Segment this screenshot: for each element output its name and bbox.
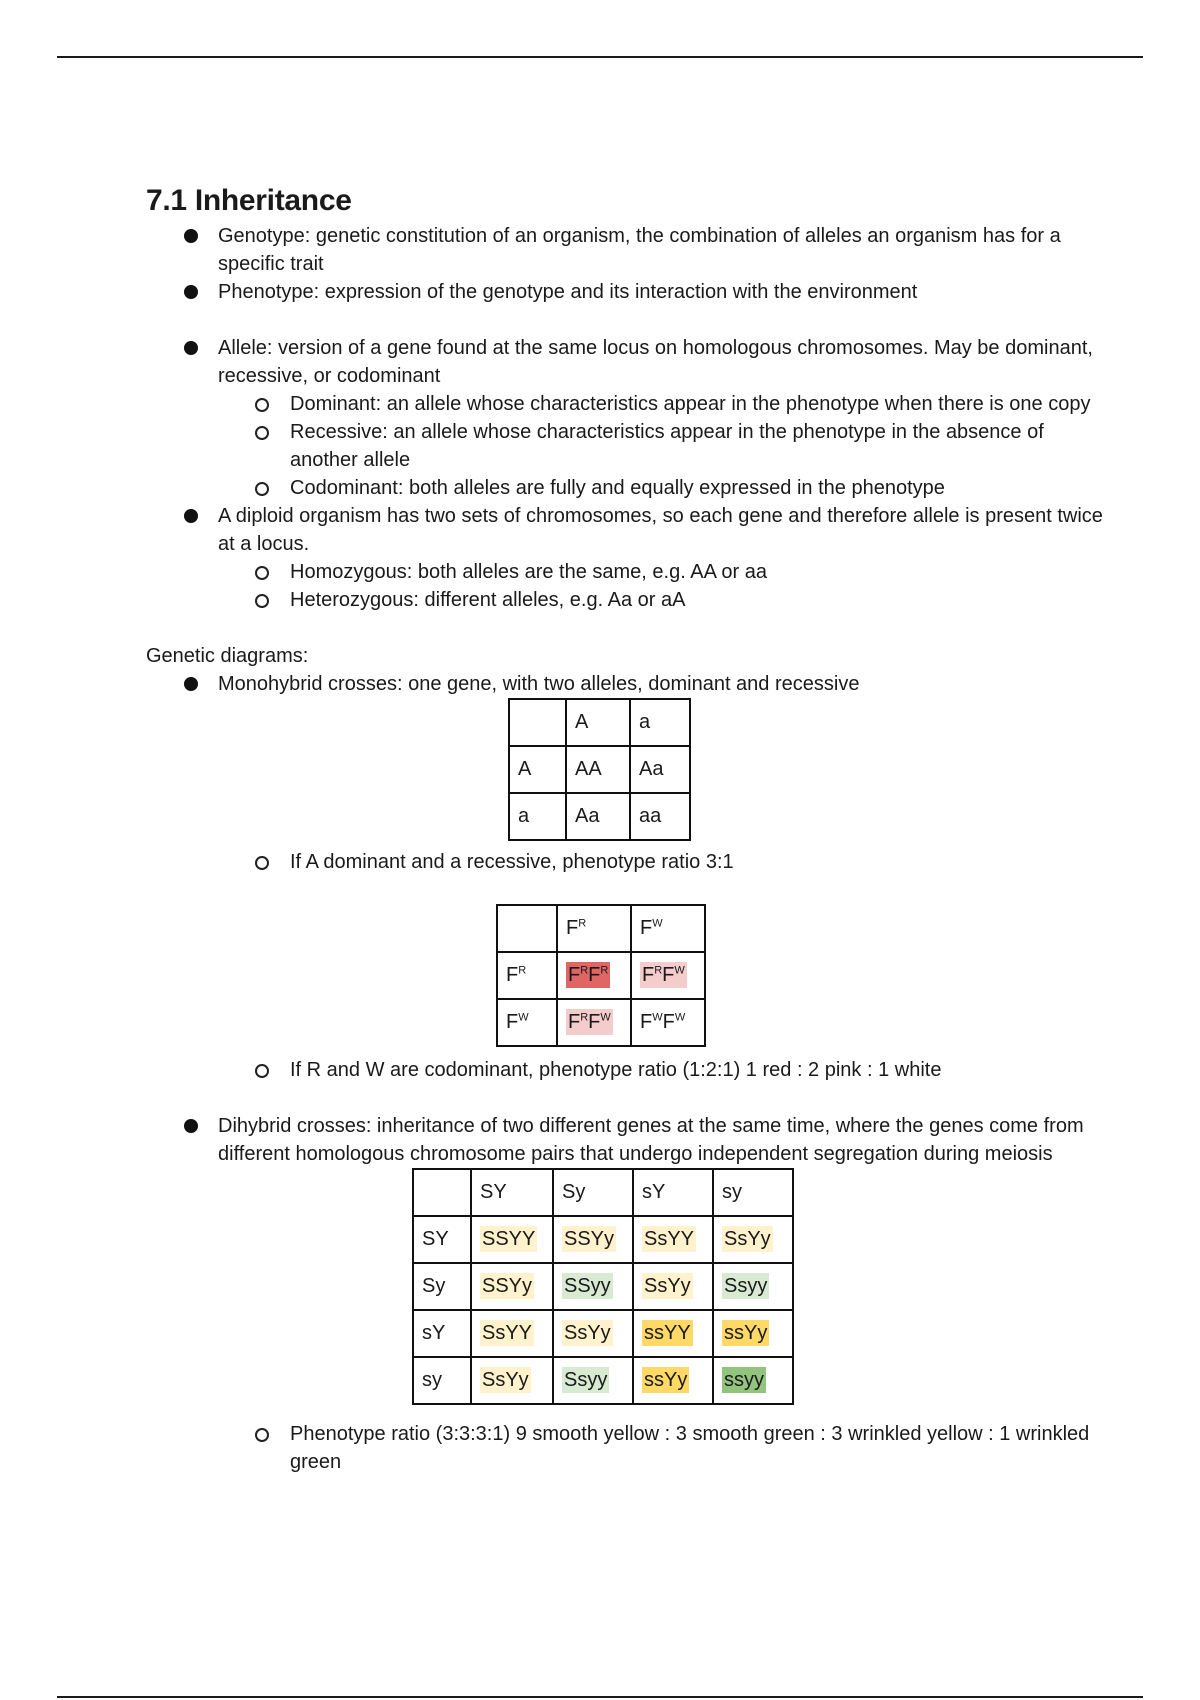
monohybrid-table-wrap [146, 698, 1106, 848]
table-cell: SSYy [471, 1263, 553, 1310]
table-cell: ssYY [633, 1310, 713, 1357]
genotype-red-highlight: $F^RF^R$ [568, 964, 609, 986]
bullet-circle-icon [255, 482, 269, 496]
table-row [413, 1357, 793, 1404]
table-cell: ssYy [713, 1310, 793, 1357]
table-cell: A [509, 746, 566, 793]
sub-bullet-dominant: Dominant: an allele whose characteristics appear in the phenotype when there is one copy [146, 390, 1106, 418]
dihybrid-punnett-table [412, 1168, 794, 1405]
table-cell: SsYY [633, 1216, 713, 1263]
sub-bullet-monohybrid-ratio: If A dominant and a recessive, phenotype ratio 3:1 [146, 848, 1106, 876]
table-row [509, 746, 690, 793]
table-cell [497, 905, 557, 952]
bullet-circle-icon [255, 1064, 269, 1078]
bullet-disc-icon [184, 509, 198, 523]
table-row [413, 1263, 793, 1310]
table-cell: SSYy [553, 1216, 633, 1263]
table-cell: Ssyy [713, 1263, 793, 1310]
table-cell: Aa [566, 793, 630, 840]
table-row [497, 905, 705, 952]
table-cell: sY [633, 1169, 713, 1216]
sub-bullet-codominant-ratio: If R and W are codominant, phenotype ratio (1:2:1) 1 red : 2 pink : 1 white [146, 1056, 1106, 1084]
table-cell: $F^W$ [497, 999, 557, 1046]
genotype-pink-highlight: $F^RF^W$ [568, 1011, 611, 1033]
table-cell: ssYy [633, 1357, 713, 1404]
bullet-disc-icon [184, 677, 198, 691]
table-cell: sY [413, 1310, 471, 1357]
table-cell: SY [471, 1169, 553, 1216]
table-cell: $F^W$ [631, 905, 705, 952]
table-cell: Aa [630, 746, 690, 793]
table-cell: SSyy [553, 1263, 633, 1310]
table-cell [557, 999, 631, 1046]
table-cell: AA [566, 746, 630, 793]
bullet-disc-icon [184, 285, 198, 299]
section-title: 7.1 Inheritance [146, 184, 352, 217]
bullet-disc-icon [184, 1119, 198, 1133]
table-cell: SsYy [471, 1357, 553, 1404]
table-cell: a [509, 793, 566, 840]
table-cell: sy [713, 1169, 793, 1216]
table-cell [557, 952, 631, 999]
codominant-table-wrap [146, 904, 1106, 1056]
sub-bullet-recessive: Recessive: an allele whose characteristics appear in the phenotype in the absence of another allele [146, 418, 1106, 474]
table-cell: SsYy [633, 1263, 713, 1310]
bullet-allele: Allele: version of a gene found at the same locus on homologous chromosomes. May be dominant, recessive, or codominant [146, 334, 1106, 390]
table-row [509, 793, 690, 840]
table-cell: A [566, 699, 630, 746]
table-cell [413, 1169, 471, 1216]
sub-bullet-homozygous: Homozygous: both alleles are the same, e.g. AA or aa [146, 558, 1106, 586]
sub-bullet-codominant: Codominant: both alleles are fully and equally expressed in the phenotype [146, 474, 1106, 502]
bullet-disc-icon [184, 229, 198, 243]
table-cell: $F^R$ [497, 952, 557, 999]
dihybrid-table-wrap [146, 1168, 1106, 1420]
bullet-dihybrid: Dihybrid crosses: inheritance of two different genes at the same time, where the genes come from different homologous chromosome pairs that undergo independent segregation during meiosis [146, 1112, 1106, 1168]
table-cell: SsYy [713, 1216, 793, 1263]
table-cell: aa [630, 793, 690, 840]
bottom-rule [57, 1696, 1143, 1698]
table-cell: Sy [553, 1169, 633, 1216]
bullet-circle-icon [255, 566, 269, 580]
sub-bullet-dihybrid-ratio: Phenotype ratio (3:3:3:1) 9 smooth yellow : 3 smooth green : 3 wrinkled yellow : 1 wrinkled green [146, 1420, 1106, 1476]
top-rule [57, 56, 1143, 58]
table-cell: $F^R$ [557, 905, 631, 952]
bullet-circle-icon [255, 426, 269, 440]
bullet-genotype: Genotype: genetic constitution of an organism, the combination of alleles an organism has for a specific trait [146, 222, 1106, 278]
table-cell: Sy [413, 1263, 471, 1310]
table-row [413, 1310, 793, 1357]
table-cell: ssyy [713, 1357, 793, 1404]
table-cell [631, 952, 705, 999]
bullet-circle-icon [255, 856, 269, 870]
bullet-monohybrid: Monohybrid crosses: one gene, with two alleles, dominant and recessive [146, 670, 1106, 698]
table-cell [509, 699, 566, 746]
bullet-circle-icon [255, 1428, 269, 1442]
genetic-diagrams-label: Genetic diagrams: [146, 645, 309, 667]
bullet-circle-icon [255, 594, 269, 608]
genotype-pink-highlight: $F^RF^W$ [642, 964, 685, 986]
table-row [497, 999, 705, 1046]
codominant-punnett-table [496, 904, 706, 1047]
table-cell: SsYY [471, 1310, 553, 1357]
table-row [497, 952, 705, 999]
bullet-diploid: A diploid organism has two sets of chromosomes, so each gene and therefore allele is present twice at a locus. [146, 502, 1106, 558]
table-cell: SsYy [553, 1310, 633, 1357]
table-cell: SY [413, 1216, 471, 1263]
bullet-phenotype: Phenotype: expression of the genotype and its interaction with the environment [146, 278, 1106, 306]
table-row [413, 1169, 793, 1216]
table-row [413, 1216, 793, 1263]
sub-bullet-heterozygous: Heterozygous: different alleles, e.g. Aa or aA [146, 586, 1106, 614]
monohybrid-punnett-table [508, 698, 691, 841]
table-cell: Ssyy [553, 1357, 633, 1404]
table-row [509, 699, 690, 746]
table-cell: sy [413, 1357, 471, 1404]
bullet-circle-icon [255, 398, 269, 412]
bullet-disc-icon [184, 341, 198, 355]
table-cell: SSYY [471, 1216, 553, 1263]
table-cell: a [630, 699, 690, 746]
table-cell: $F^WF^W$ [631, 999, 705, 1046]
page-content [146, 180, 1106, 1476]
